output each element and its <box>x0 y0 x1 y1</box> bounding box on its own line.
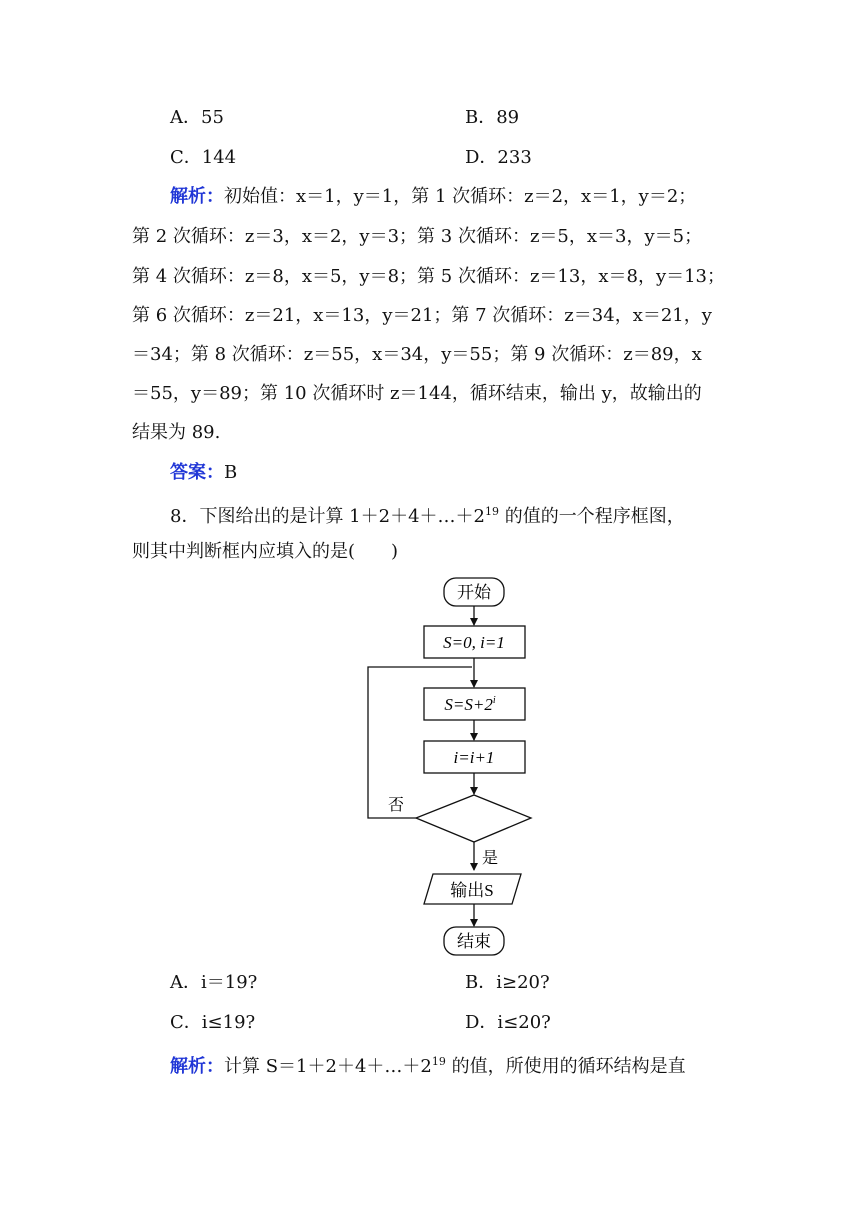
question-text <box>170 500 685 529</box>
analysis2-label: 解析： <box>170 1056 224 1077</box>
analysis-label: 解析： <box>170 186 224 207</box>
analysis-first-line <box>170 185 696 209</box>
option-c: C．144 <box>170 147 237 168</box>
option-a: A．55 <box>170 107 224 128</box>
analysis-text: 初始值：x＝1，y＝1，第 1 次循环：z＝2，x＝1，y＝2； <box>224 186 697 207</box>
analysis-line: 第 4 次循环：z＝8，x＝5，y＝8；第 5 次循环：z＝13，x＝8，y＝13； <box>132 266 726 287</box>
analysis2-text-post: 的值，所使用的循环结构是直 <box>445 1056 686 1077</box>
question-text-pre: 8．下图给出的是计算 1＋2＋4＋…＋2 <box>170 506 485 527</box>
answer-label: 答案： <box>170 462 224 483</box>
option-b: B．89 <box>465 107 520 128</box>
analysis-line: 结果为 89. <box>132 422 221 443</box>
start-label: 开始 <box>457 583 491 602</box>
analysis-line: 第 6 次循环：z＝21，x＝13，y＝21；第 7 次循环：z＝34，x＝21，y <box>132 305 712 326</box>
analysis-line: ＝55，y＝89；第 10 次循环时 z＝144，循环结束，输出 y，故输出的 <box>132 383 702 404</box>
q8-option-d: D．i≤20? <box>465 1012 551 1033</box>
yes-label: 是 <box>482 850 499 867</box>
question-exponent: 19 <box>484 505 499 518</box>
end-label: 结束 <box>457 932 491 951</box>
decision-diamond <box>416 795 531 842</box>
q8-option-a: A．i＝19? <box>170 972 258 993</box>
q8-option-b: B．i≥20? <box>465 972 550 993</box>
answer-value: B <box>224 462 238 483</box>
analysis2-text-pre: 计算 S＝1＋2＋4＋…＋2 <box>224 1056 432 1077</box>
option-d: D．233 <box>465 147 532 168</box>
question-text-line2: 则其中判断框内应填入的是( ) <box>132 541 399 562</box>
flowchart <box>360 570 540 965</box>
sum-label: $S=S+2^i$ <box>444 695 496 714</box>
q8-option-c: C．i≤19? <box>170 1012 256 1033</box>
no-label: 否 <box>388 797 405 814</box>
analysis2-exponent: 19 <box>431 1055 446 1068</box>
increment-label: i=i+1 <box>453 748 495 767</box>
answer <box>170 461 237 485</box>
init-label: S=0, i=1 <box>443 633 505 652</box>
analysis-line: 第 2 次循环：z＝3，x＝2，y＝3；第 3 次循环：z＝5，x＝3，y＝5； <box>132 226 703 247</box>
analysis-line: ＝34；第 8 次循环：z＝55，x＝34，y＝55；第 9 次循环：z＝89，x <box>132 344 702 365</box>
question-text-post: 的值的一个程序框图， <box>498 506 685 527</box>
output-label: 输出S <box>450 881 494 900</box>
analysis2 <box>170 1050 686 1079</box>
